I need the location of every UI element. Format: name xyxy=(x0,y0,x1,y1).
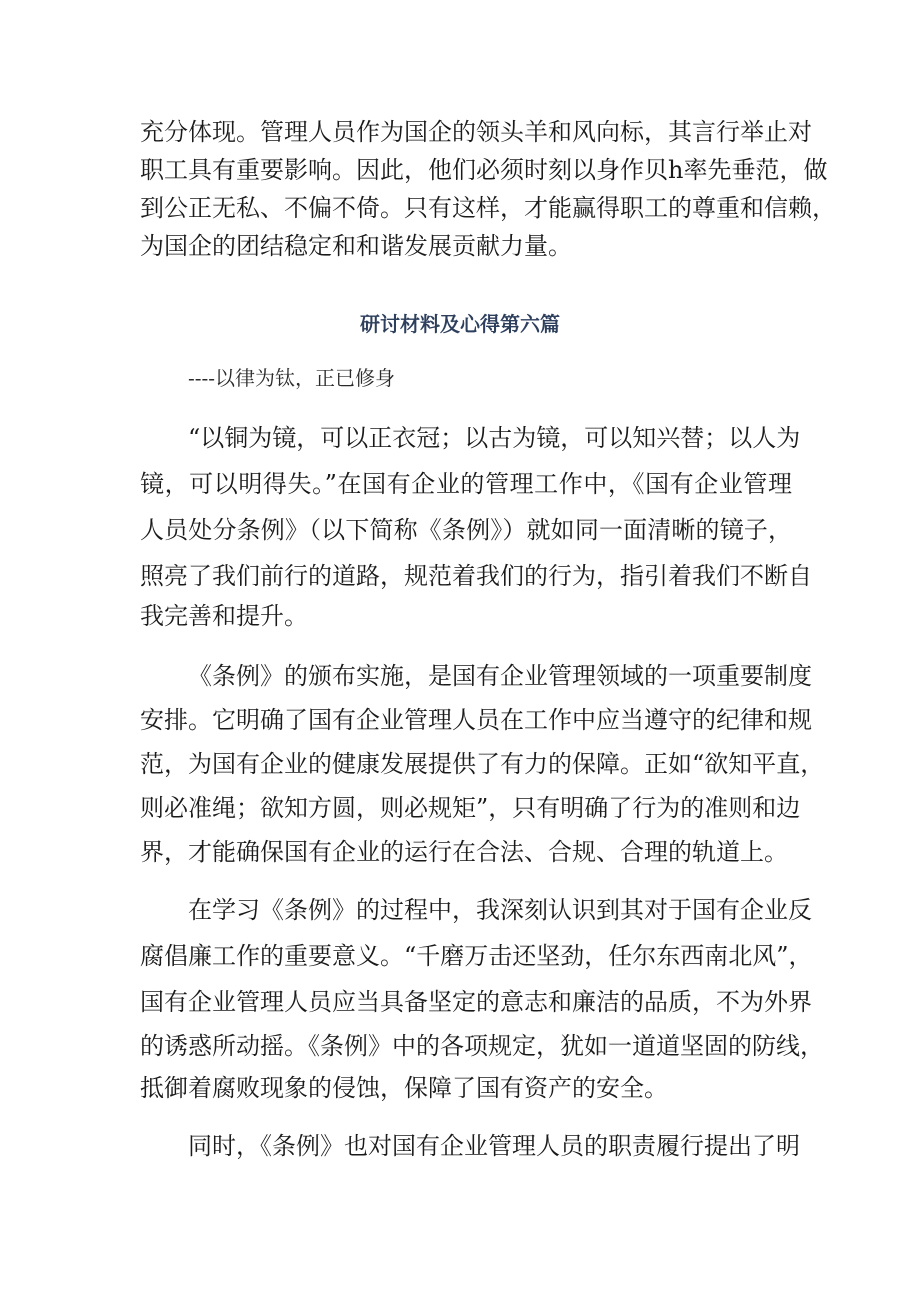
text-line xyxy=(0,982,920,1022)
paragraph-line: “以铜为镜，可以正衣冠；以古为镜，可以知兴替；以人为 xyxy=(188,424,801,452)
text-line xyxy=(0,1126,920,1166)
text-line xyxy=(0,890,920,930)
text-line xyxy=(0,744,920,784)
text-line xyxy=(0,510,920,550)
text-line xyxy=(0,418,920,458)
text-line xyxy=(0,464,920,504)
paragraph-line: 在学习《条例》的过程中，我深刻认识到其对于国有企业反 xyxy=(188,896,812,924)
paragraph-line: 照亮了我们前行的道路，规范着我们的行为，指引着我们不断自 xyxy=(140,562,812,590)
paragraph-line: 职工具有重要影响。因此，他们必须时刻以身作贝h率先垂范，做 xyxy=(140,156,828,184)
text-line xyxy=(0,556,920,596)
text-line xyxy=(0,832,920,872)
text-line xyxy=(0,788,920,828)
text-line xyxy=(0,1068,920,1108)
text-line xyxy=(0,1026,920,1066)
text-line xyxy=(0,936,920,976)
paragraph-line: 国有企业管理人员应当具备坚定的意志和廉洁的品质，不为外界 xyxy=(140,988,812,1016)
paragraph-line: 界，才能确保国有企业的运行在合法、合规、合理的轨道上。 xyxy=(140,838,788,866)
text-line xyxy=(0,188,920,228)
paragraph-line: 安排。它明确了国有企业管理人员在工作中应当遵守的纪律和规 xyxy=(140,706,812,734)
text-line xyxy=(0,226,920,266)
paragraph-line: 人员处分条例》（以下简称《条例》）就如同一面清晰的镜子， xyxy=(140,516,792,544)
text-line xyxy=(0,656,920,696)
paragraph-line: 范，为国有企业的健康发展提供了有力的保障。正如“欲知平直， xyxy=(140,750,825,778)
text-line xyxy=(0,112,920,152)
text-line xyxy=(0,150,920,190)
section-heading: 研讨材料及心得第六篇 xyxy=(360,312,560,336)
paragraph-line: 我完善和提升。 xyxy=(140,602,308,630)
paragraph-line: 则必准绳；欲知方圆，则必规矩”，只有明确了行为的准则和边 xyxy=(140,794,801,822)
section-subtitle: ----以律为钛，正已修身 xyxy=(188,366,396,390)
paragraph-line: 镜，可以明得失。”在国有企业的管理工作中，《国有企业管理 xyxy=(140,470,792,498)
paragraph-line: 抵御着腐败现象的侵蚀，保障了国有资产的安全。 xyxy=(140,1074,668,1102)
paragraph-line: 的诱惑所动摇。《条例》中的各项规定，犹如一道道坚固的防线， xyxy=(140,1032,824,1060)
paragraph-line: 《条例》的颁布实施，是国有企业管理领域的一项重要制度 xyxy=(188,662,812,690)
text-line xyxy=(0,700,920,740)
paragraph-line: 充分体现。管理人员作为国企的领头羊和风向标，其言行举止对 xyxy=(140,118,812,146)
text-line xyxy=(0,596,920,636)
paragraph-line: 腐倡廉工作的重要意义。“千磨万击还坚劲，任尔东西南北风”， xyxy=(140,942,813,970)
paragraph-line: 为国企的团结稳定和和谐发展贡献力量。 xyxy=(140,232,572,260)
paragraph-line: 同时，《条例》也对国有企业管理人员的职责履行提出了明 xyxy=(188,1132,800,1160)
paragraph-line: 到公正无私、不偏不倚。只有这样，才能赢得职工的尊重和信赖， xyxy=(140,194,836,222)
